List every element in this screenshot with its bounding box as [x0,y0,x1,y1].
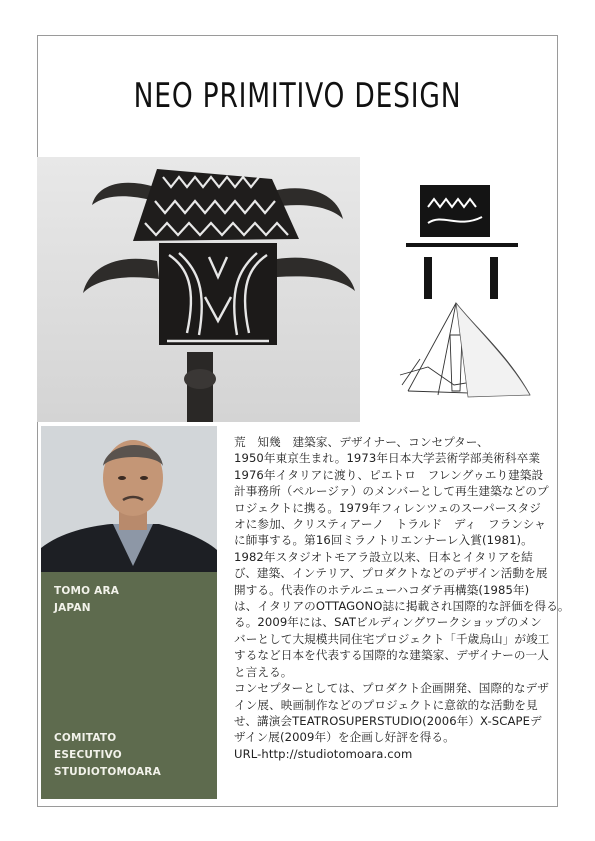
bio-line: び、建築、インテリア、プロダクトなどのデザイン活動を展 [234,566,548,581]
org-line: COMITATO [54,732,117,744]
page-title: NEO PRIMITIVO DESIGN [133,76,462,116]
org-line: STUDIOTOMOARA [54,766,161,778]
bio-line: 1950年東京生まれ。1973年日本大学芸術学部美術科卒業 [234,451,541,466]
bio-line: せ、講演会TEATROSUPERSTUDIO(2006年）X-SCAPEデ [234,713,542,728]
bio-line: と言える。 [234,664,293,679]
bio-line: ロジェクトに携る。1979年フィレンツェのスーパースタジ [234,500,541,515]
bio-line: 1976年イタリアに渡り、ピエトロ フレングゥエり建築設 [234,467,544,482]
artifact-photo [37,157,360,422]
bio-line: 開する。代表作のホテルニューハコダテ再構築(1985年) [234,582,530,597]
name-line: TOMO ARA [54,585,120,597]
biography-text [234,434,570,762]
url-link[interactable]: URL-http://studiotomoara.com [234,746,413,761]
bio-line: 1982年スタジオトモアラ設立以来、日本とイタリアを結 [234,549,533,564]
bio-line: に師事する。第16回ミラノトリエンナーレ入賞(1981)。 [234,533,533,548]
org-line: ESECUTIVO [54,749,122,761]
bio-line: オに参加、クリスティアーノ トラルド ディ フランシャ [234,517,546,532]
bio-line: コンセプターとしては、プロダクト企画開発、国際的なデザ [234,681,549,696]
bio-line: するなど日本を代表する国際的な建築家、デザイナーの一人 [234,648,549,663]
bio-line: る。2009年には、SATビルディングワークショップのメン [234,615,542,630]
portrait-photo [41,426,217,572]
profile-sidebar [41,572,217,799]
sketch-drawing [398,185,548,415]
bio-line: 計事務所（ペルージァ）のメンバーとして再生建築などのプ [234,484,549,499]
bio-line: イン展、映画制作などのプロジェクトに意欲的な活動を見 [234,697,538,712]
bio-line: は、イタリアのOTTAGONO誌に掲載され国際的な評価を得る。 [234,599,570,614]
country-line: JAPAN [54,602,91,614]
bio-line: 荒 知幾 建築家、デザイナー、コンセプター、 [234,435,489,449]
bio-line: ザイン展(2009年）を企画し好評を得る。 [234,730,455,745]
bio-line: バーとして大規模共同住宅プロジェクト「千歳烏山」が竣工 [234,631,550,646]
